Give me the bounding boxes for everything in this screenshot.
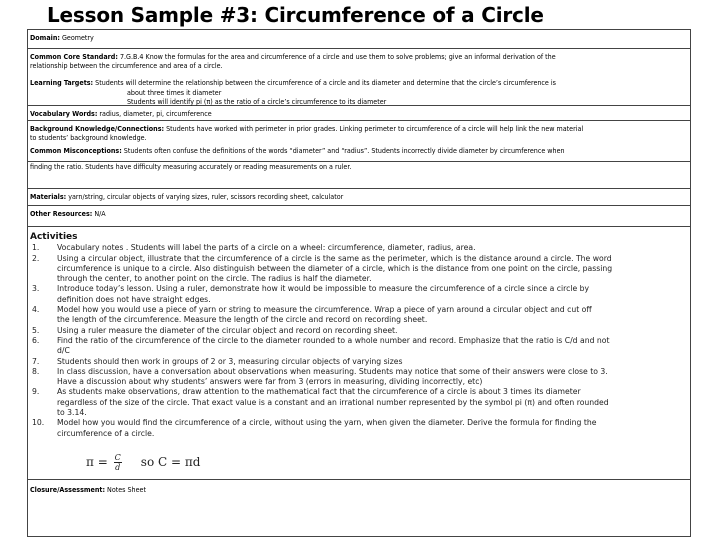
background-text-1: Students have worked with perimeter in prior grades. Linking perimeter to circumference of a circle will help link the new material bbox=[164, 124, 584, 133]
activity-number: 6. bbox=[32, 335, 40, 345]
domain-row bbox=[28, 30, 690, 49]
activity-number: 2. bbox=[32, 253, 40, 263]
activity-text: Using a circular object, illustrate that the circumference of a circle is the same as the perimeter, which is the distance around a circle. The word bbox=[57, 253, 612, 263]
activity-item bbox=[30, 284, 686, 305]
activity-text: In class discussion, have a conversation about observations when measuring. Students may notice that some of their answers were close to 3. bbox=[57, 366, 608, 376]
activity-item bbox=[30, 336, 686, 357]
activity-number: 10. bbox=[32, 418, 45, 428]
other-value: N/A bbox=[92, 209, 106, 218]
targets-text-1: Students will determine the relationship between the circumference of a circle and its diameter and determine that the circle’s circumference is bbox=[93, 78, 556, 88]
formula-fraction bbox=[114, 453, 122, 472]
activity-text: As students make observations, draw attention to the mathematical fact that the circumference of a circle is about 3 times its diameter bbox=[57, 387, 581, 397]
misconceptions-cont-row bbox=[28, 162, 690, 189]
activity-text: to 3.14. bbox=[57, 408, 87, 418]
activity-text: through the center, to another point on the circle. The radius is half the diameter. bbox=[57, 274, 372, 284]
formula-numerator: C bbox=[114, 453, 121, 462]
activity-number: 8. bbox=[32, 366, 40, 376]
standard-label: Common Core Standard: bbox=[30, 52, 118, 61]
targets-text-3: Students will identify pi (π) as the ratio of a circle’s circumference to its diameter bbox=[127, 96, 387, 106]
activity-text: Model how you would use a piece of yarn or string to measure the circumference. Wrap a piece of yarn around a circular object and cut off bbox=[57, 305, 592, 315]
closure-label: Closure/Assessment: bbox=[30, 485, 106, 494]
activity-text: Have a discussion about why students’ answers were far from 3 (errors in measuring, dividing incorrectly, etc) bbox=[57, 377, 483, 387]
activities-section bbox=[28, 228, 690, 480]
activity-item bbox=[30, 243, 686, 253]
activity-text: Using a ruler measure the diameter of the circular object and record on recording sheet. bbox=[57, 325, 398, 335]
other-label: Other Resources: bbox=[30, 209, 93, 218]
materials-row bbox=[28, 189, 690, 206]
circumference-formula bbox=[86, 453, 200, 472]
other-resources-row bbox=[28, 206, 690, 227]
activities-list bbox=[30, 243, 686, 439]
formula-so: so C = πd bbox=[140, 455, 201, 469]
standard-text-1: 7.G.B.4 Know the formulas for the area and circumference of a circle and use them to solve problems; give an informal derivation of the bbox=[117, 52, 556, 61]
formula-denominator: d bbox=[115, 463, 121, 472]
activity-item bbox=[30, 305, 686, 326]
activity-text: regardless of the size of the circle. That exact value is a constant and an irrational number represented by the symbol pi (π) and often rounded bbox=[57, 397, 609, 407]
activity-text: circumference is unique to a circle. Also distinguish between the diameter of a circle, which is the distance from one point on the circle, passing bbox=[57, 263, 613, 273]
activity-text: Model how you would find the circumference of a circle, without using the yarn, when given the diameter. Derive the formula for finding the bbox=[57, 418, 597, 428]
activity-text: the length of the circumference. Measure the length of the circle and record on recording sheet. bbox=[57, 315, 428, 325]
misconceptions-text-1: Students often confuse the definitions of the words “diameter” and “radius”. Students incorrectly divide diameter by circumference when bbox=[121, 146, 565, 156]
vocabulary-label: Vocabulary Words: bbox=[30, 109, 98, 118]
vocabulary-row bbox=[28, 106, 690, 121]
activity-text: Find the ratio of the circumference of the circle to the diameter rounded to a whole number and record. Emphasize that the ratio is C/d and not bbox=[57, 335, 610, 345]
activity-text: Students should then work in groups of 2 or 3, measuring circular objects of varying sizes bbox=[57, 356, 403, 366]
formula-pi: π = bbox=[86, 455, 108, 469]
activity-number: 9. bbox=[32, 387, 40, 397]
lesson-title: Lesson Sample #3: Circumference of a Circle bbox=[47, 3, 544, 27]
misconceptions-label: Common Misconceptions: bbox=[30, 146, 122, 156]
standard-text-2: relationship between the circumference and area of a circle. bbox=[30, 61, 223, 71]
targets-text-2: about three times it diameter bbox=[127, 87, 222, 97]
activity-text: d/C bbox=[57, 346, 70, 356]
lesson-plan-table bbox=[27, 29, 691, 537]
activity-text: Vocabulary notes . Students will label the parts of a circle on a wheel: circumference, diameter, radius, area. bbox=[57, 243, 476, 253]
activity-number: 1. bbox=[32, 243, 40, 253]
misconceptions-text-2: finding the ratio. Students have difficulty measuring accurately or reading measurements on a ruler. bbox=[30, 162, 352, 171]
activity-item bbox=[30, 418, 686, 439]
activity-text: definition does not have straight edges. bbox=[57, 294, 211, 304]
activity-text: Introduce today’s lesson. Using a ruler, demonstrate how it would be impossible to measure the circumference of a circle since a circle by bbox=[57, 284, 590, 294]
closure-row bbox=[30, 485, 146, 494]
activity-item bbox=[30, 357, 686, 367]
activity-number: 3. bbox=[32, 284, 40, 294]
background-label: Background Knowledge/Connections: bbox=[30, 124, 165, 133]
activity-item bbox=[30, 387, 686, 418]
activity-number: 4. bbox=[32, 305, 40, 315]
activities-heading: Activities bbox=[30, 232, 78, 242]
standard-targets-row bbox=[28, 49, 690, 106]
activity-item bbox=[30, 254, 686, 285]
activity-text: circumference of a circle. bbox=[57, 428, 155, 438]
domain-label: Domain: bbox=[30, 33, 60, 42]
activity-number: 5. bbox=[32, 325, 40, 335]
activity-item bbox=[30, 367, 686, 388]
background-misconceptions-row bbox=[28, 121, 690, 162]
activity-item bbox=[30, 326, 686, 336]
materials-value: yarn/string, circular objects of varying sizes, ruler, scissors recording sheet, calculator bbox=[66, 192, 344, 201]
closure-value: Notes Sheet bbox=[105, 485, 146, 494]
background-text-2: to students’ background knowledge. bbox=[30, 133, 147, 143]
targets-label: Learning Targets: bbox=[30, 78, 94, 88]
activity-number: 7. bbox=[32, 356, 40, 366]
vocabulary-value: radius, diameter, pi, circumference bbox=[97, 109, 212, 118]
domain-value: Geometry bbox=[59, 33, 94, 42]
materials-label: Materials: bbox=[30, 192, 67, 201]
